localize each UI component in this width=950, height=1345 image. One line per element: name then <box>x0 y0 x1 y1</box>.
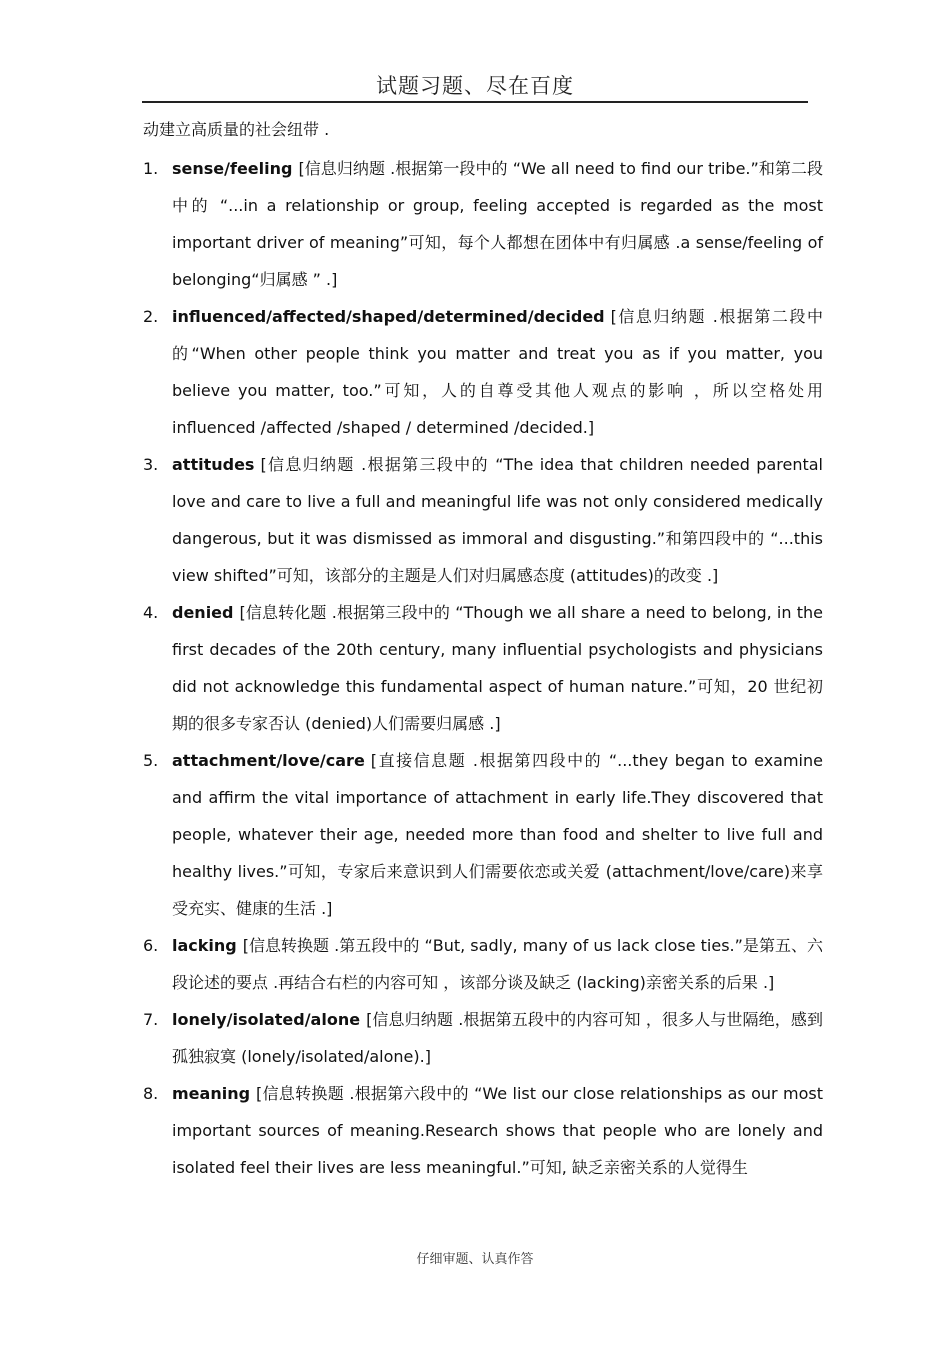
page-header-title: 试题习题、尽在百度 <box>376 74 574 98</box>
answer-item-3 <box>143 446 823 594</box>
item-explanation: [信息归纳题 .根据第一段中的 “We all need to find our tribe.”和第二段中的 “...in a relationship or group, feeling accepted is regarded as the most important driver of meaning”可知，每个人都想在团体中有归属感 .a sense/feeling of belonging“归属感 ” .] <box>172 159 823 289</box>
item-number: 1. <box>143 159 159 178</box>
item-keyword: lacking <box>172 936 237 955</box>
item-number: 3. <box>143 455 159 474</box>
item-number: 2. <box>143 307 159 326</box>
item-keyword: attitudes <box>172 455 255 474</box>
item-keyword: denied <box>172 603 234 622</box>
item-number: 4. <box>143 603 159 622</box>
item-explanation: [信息归纳题 .根据第三段中的 “The idea that children needed parental love and care to live a full and meaningful life was not only considered medically dangerous, but it was dismissed as immoral and disgusting.”和第四段中的 “...this view shifted”可知，该部分的主题是人们对归属感态度 (attitudes)的改变 .] <box>172 455 823 585</box>
item-number: 5. <box>143 751 159 770</box>
answer-item-1 <box>143 150 823 298</box>
page-footer: 仔细审题、认真作答 <box>416 1252 534 1267</box>
item-number: 8. <box>143 1084 159 1103</box>
item-keyword: attachment/love/care <box>172 751 365 770</box>
item-explanation: [信息转换题 .根据第六段中的 “We list our close relationships as our most important sources of meaning.Research shows that people who are lonely and isolated feel their lives are less meaningful.”可知, 缺乏亲密关系的人觉得生 <box>172 1084 823 1177</box>
item-keyword: lonely/isolated/alone <box>172 1010 361 1029</box>
answer-item-5 <box>143 742 823 927</box>
item-explanation: [信息转换题 .第五段中的 “But, sadly, many of us lack close ties.”是第五、六段论述的要点 .再结合右栏的内容可知 ，该部分谈及缺乏 (lacking)亲密关系的后果 .] <box>172 936 823 992</box>
item-number: 7. <box>143 1010 159 1029</box>
answer-item-2 <box>143 298 823 446</box>
answer-item-7 <box>143 1001 823 1075</box>
item-keyword: meaning <box>172 1084 251 1103</box>
item-keyword: influenced/affected/shaped/determined/decided <box>172 307 605 326</box>
item-explanation: [信息转化题 .根据第三段中的 “Though we all share a need to belong, in the first decades of the 20th century, many influential psychologists and physicians did not acknowledge this fundamental aspect of human nature.”可知，20 世纪初期的很多专家否认 (denied)人们需要归属感 .] <box>172 603 823 733</box>
answer-item-8 <box>143 1075 823 1186</box>
item-keyword: sense/feeling <box>172 159 293 178</box>
answer-item-6 <box>143 927 823 1001</box>
item-explanation: [信息归纳题 .根据第二段中的“When other people think you matter and treat you as if you matter, you believe you matter, too.”可知，人的自尊受其他人观点的影响 ，所以空格处用 influenced /affected /shaped / determined /decided.] <box>172 307 823 437</box>
intro-line: 动建立高质量的社会纽带 . <box>143 120 330 139</box>
item-number: 6. <box>143 936 159 955</box>
item-explanation: [信息归纳题 .根据第五段中的内容可知 ，很多人与世隔绝，感到孤独寂寞 (lonely/isolated/alone).] <box>172 1010 823 1066</box>
answer-item-4 <box>143 594 823 742</box>
answer-list <box>143 150 823 1186</box>
header-divider <box>142 101 808 103</box>
item-explanation: [直接信息题 .根据第四段中的 “...they began to examine and affirm the vital importance of attachment in early life.They discovered that people, whatever their age, needed more than food and shelter to live full and healthy lives.”可知，专家后来意识到人们需要依恋或关爱 (attachment/love/care)来享受充实、健康的生活 .] <box>172 751 823 918</box>
